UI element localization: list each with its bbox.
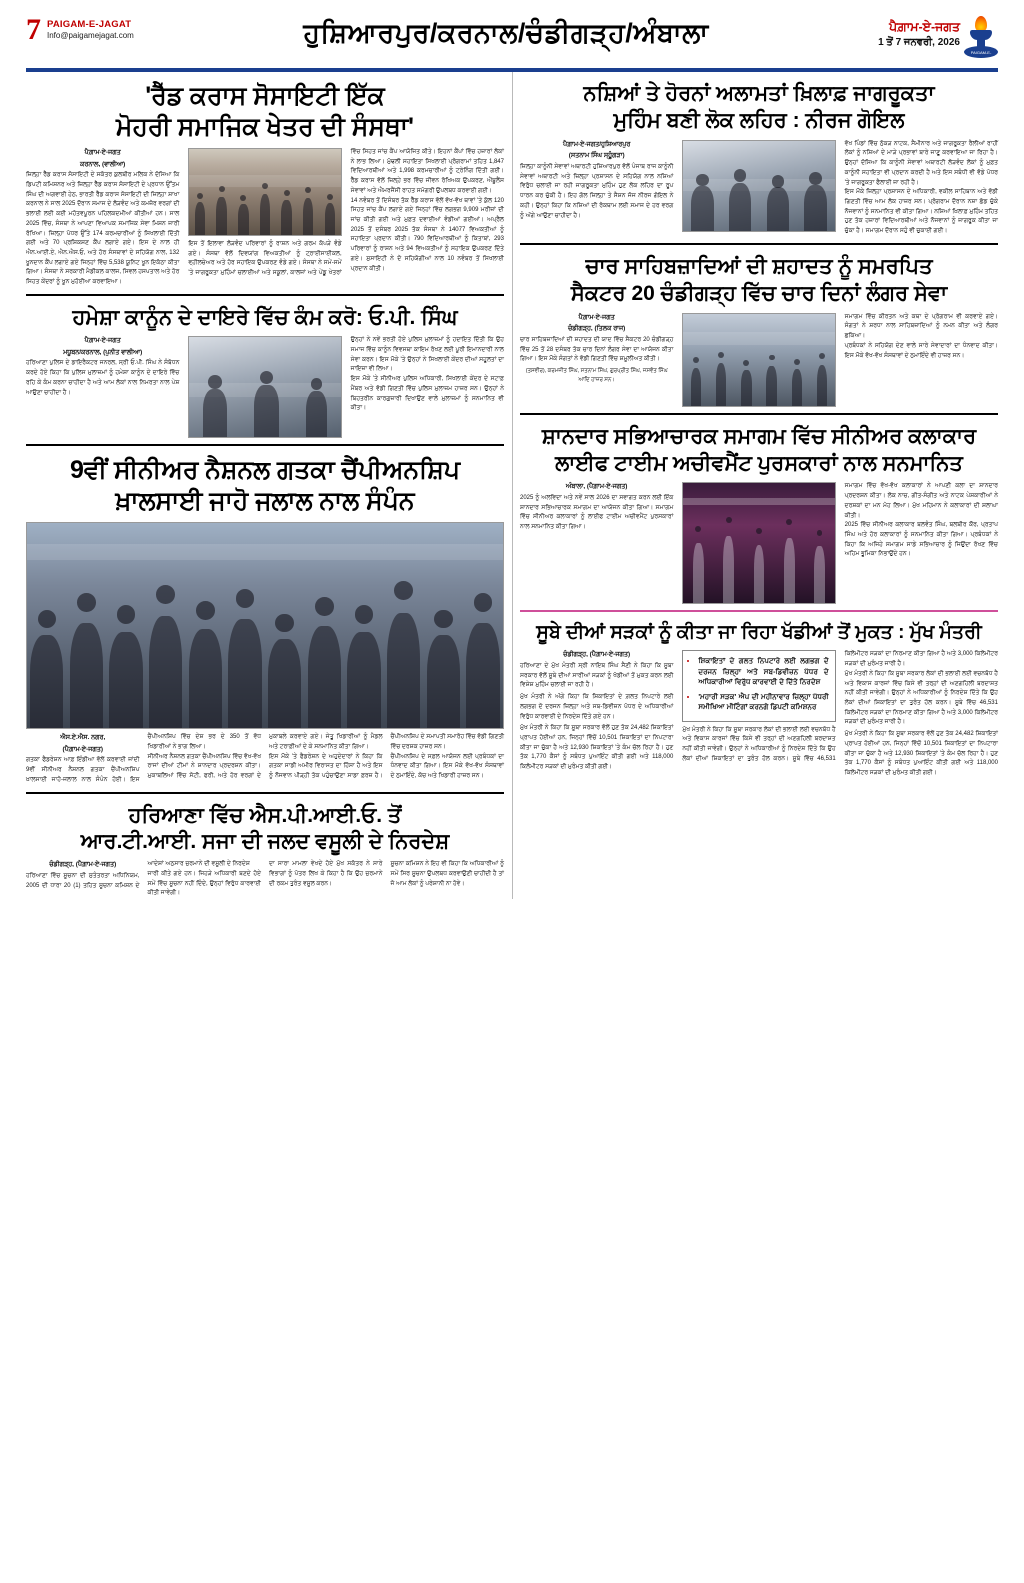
- article-roads: [520, 622, 998, 778]
- right-column: [520, 72, 998, 899]
- byline-roads: ਚੰਡੀਗੜ੍ਹ, (ਪੈਗ਼ਾਮ-ਏ-ਜਗਤ): [563, 651, 631, 659]
- brand-email: Info@paigamejagat.com: [47, 31, 134, 40]
- byline-langar-2: ਚੰਡੀਗੜ੍ਹ, (ਤਿਲਕ ਰਾਜ): [568, 325, 626, 333]
- article-text: ਪ੍ਰਬੰਧਕਾਂ ਨੇ ਸਹਿਯੋਗ ਦੇਣ ਵਾਲੇ ਸਾਰੇ ਸੇਵਾਦਾਰਾਂ ਦਾ ਧੰਨਵਾਦ ਕੀਤਾ। ਇਸ ਮੌਕੇ ਵੱਖ-ਵੱਖ ਸੰਸਥਾਵਾਂ ਦੇ ਨੁਮਾਇੰਦੇ ਵੀ ਹਾਜ਼ਰ ਸਨ।: [844, 342, 998, 359]
- article-text: ਹਰਿਆਣਾ ਦੇ ਮੁੱਖ ਮੰਤਰੀ ਸ੍ਰੀ ਨਾਇਬ ਸਿੰਘ ਸੈਣੀ ਨੇ ਕਿਹਾ ਕਿ ਸੂਬਾ ਸਰਕਾਰ ਵੱਲੋਂ ਸੂਬੇ ਦੀਆਂ ਸਾਰੀਆਂ ਸੜਕਾਂ ਨੂੰ ਖੱਡੀਆਂ ਤੋਂ ਮੁਕਤ ਕਰਨ ਲਈ ਵਿਸ਼ੇਸ਼ ਮੁਹਿੰਮ ਚਲਾਈ ਜਾ ਰਹੀ ਹੈ।: [520, 662, 674, 689]
- article-text: ਦਾ ਸਾਰਾ ਮਾਮਲਾ ਵੇਖਦੇ ਹੋਏ ਮੁੱਖ ਸਕੱਤਰ ਨੇ ਸਾਰੇ ਵਿਭਾਗਾਂ ਨੂੰ ਪੱਤਰ ਲਿਖ ਕੇ ਕਿਹਾ ਹੈ ਕਿ ਉਹ ਜੁਰਮਾਨੇ ਦੀ ਰਕਮ ਤੁਰੰਤ ਵਸੂਲ ਕਰਨ।: [269, 861, 383, 887]
- section-divider: [26, 294, 504, 296]
- article-text: ਚੈਂਪੀਅਨਸ਼ਿਪ ਦੇ ਸਫ਼ਲ ਆਯੋਜਨ ਲਈ ਪ੍ਰਬੰਧਕਾਂ ਦਾ ਧੰਨਵਾਦ ਕੀਤਾ ਗਿਆ। ਇਸ ਮੌਕੇ ਵੱਖ-ਵੱਖ ਸੰਸਥਾਵਾਂ ਦੇ ਨੁਮਾਇੰਦੇ, ਕੋਚ ਅਤੇ ਖਿਡਾਰੀ ਹਾਜ਼ਰ ਸਨ।: [390, 753, 504, 780]
- photo-langar-group: [682, 313, 835, 407]
- article-nasha: [520, 82, 998, 237]
- publication-name: ਪੈਗ਼ਾਮ-ਏ-ਜਗਤ: [889, 20, 960, 34]
- article-text: ਮੁੱਖ ਮੰਤਰੀ ਨੇ ਅੱਗੇ ਕਿਹਾ ਕਿ ਸ਼ਿਕਾਇਤਾਂ ਦੇ ਗ਼ਲਤ ਨਿਪਟਾਰੇ ਲਈ ਲਗਭਗ ਦੋ ਦਰਜਨ ਜ਼ਿਲ੍ਹਾ ਅਤੇ ਸਬ-ਡਿਵੀਜ਼ਨ ਪੱਧਰ ਦੇ ਅਧਿਕਾਰੀਆਂ ਵਿਰੁੱਧ ਕਾਰਵਾਈ ਦੇ ਨਿਰਦੇਸ਼ ਦਿੱਤੇ ਗਏ ਹਨ।: [520, 694, 674, 720]
- headline-nasha-line1: ਨਸ਼ਿਆਂ ਤੇ ਹੋਰਨਾਂ ਅਲਾਮਤਾਂ ਖ਼ਿਲਾਫ਼ ਜਾਗਰੂਕਤਾ: [583, 82, 935, 105]
- section-divider: [26, 444, 504, 446]
- article-text: 2025 ਵਿੱਚ ਸੀਨੀਅਰ ਕਲਾਕਾਰ ਬਲਵੰਤ ਸਿੰਘ, ਬਲਬੀਰ ਕੌਰ, ਪ੍ਰਤਾਪ ਸਿੰਘ ਅਤੇ ਹੋਰ ਕਲਾਕਾਰਾਂ ਨੂੰ ਸਨਮਾਨਿਤ ਕੀਤਾ ਗਿਆ। ਪ੍ਰਬੰਧਕਾਂ ਨੇ ਕਿਹਾ ਕਿ ਅਜਿਹੇ ਸਮਾਗਮ ਸਾਡੇ ਸਭਿਆਚਾਰ ਨੂੰ ਜਿਉਂਦਾ ਰੱਖਣ ਵਿੱਚ ਅਹਿਮ ਭੂਮਿਕਾ ਨਿਭਾਉਂਦੇ ਹਨ।: [844, 522, 998, 558]
- roads-bullet: • 'ਮਹਾਰੀ ਸੜਕ' ਐਪ ਦੀ ਮਹੀਨਾਵਾਰ ਜ਼ਿਲ੍ਹਾ ਪੱਧਰੀ ਸਮੀਖਿਆ ਮੀਟਿੰਗਾਂ ਕਰਨਗੇ ਡਿਪਟੀ ਕਮਿਸ਼ਨਰ: [698, 692, 828, 713]
- masthead-left: [26, 13, 134, 46]
- byline-red-cross-2: ਕਰਨਾਲ, (ਵਾਲੀਆ): [80, 160, 126, 168]
- photo-nasha-award: [682, 140, 835, 232]
- article-text: ਗਤਕਾ ਫੈਡਰੇਸ਼ਨ ਆਫ਼ ਇੰਡੀਆ ਵੱਲੋਂ ਕਰਵਾਈ ਜਾਂਦੀ 9ਵੀਂ ਸੀਨੀਅਰ ਨੈਸ਼ਨਲ ਗਤਕਾ ਚੈਂਪੀਅਨਸ਼ਿਪ ਖ਼ਾਲਸਾਈ ਜਾਹੋ-ਜਲਾਲ ਨਾਲ ਸੰਪੰਨ ਹੋਈ। ਇਸ ਚੈਂਪੀਅਨਸ਼ਿਪ ਵਿੱਚ ਦੇਸ਼ ਭਰ ਦੇ 350 ਤੋਂ ਵੱਧ ਖਿਡਾਰੀਆਂ ਨੇ ਭਾਗ ਲਿਆ।: [26, 734, 261, 783]
- masthead-right: [878, 16, 998, 60]
- logo-ribbon-text: PAIGAM-E-JAGAT: [966, 49, 996, 56]
- page-content: [0, 72, 1024, 899]
- edition-title: ਹੁਸ਼ਿਆਰਪੁਰ/ਕਰਨਾਲ/ਚੰਡੀਗੜ੍ਹ/ਅੰਬਾਲਾ: [303, 18, 709, 48]
- byline-culture: ਅੰਬਾਲਾ, (ਪੈਗ਼ਾਮ-ਏ-ਜਗਤ): [565, 483, 628, 491]
- byline-nasha-1: ਪੈਗ਼ਾਮ-ਏ-ਜਗਤ/ਹੁਸ਼ਿਆਰਪੁਰ: [563, 140, 631, 148]
- left-column: [26, 72, 504, 899]
- headline-roads: ਸੂਬੇ ਦੀਆਂ ਸੜਕਾਂ ਨੂੰ ਕੀਤਾ ਜਾ ਰਿਹਾ ਖੱਡੀਆਂ ਤੋਂ ਮੁਕਤ : ਮੁੱਖ ਮੰਤਰੀ: [536, 622, 982, 644]
- article-culture: [520, 425, 998, 605]
- article-op-singh: [26, 306, 504, 438]
- headline-gatka-line2: ਖ਼ਾਲਸਾਈ ਜਾਹੋ ਜਲਾਲ ਨਾਲ ਸੰਪੰਨ: [115, 487, 415, 516]
- section-divider: [520, 413, 998, 415]
- headline-langar-line1: ਚਾਰ ਸਾਹਿਬਜ਼ਾਦਿਆਂ ਦੀ ਸ਼ਹਾਦਤ ਨੂੰ ਸਮਰਪਿਤ: [585, 254, 933, 278]
- photo-culture-stage: [682, 482, 835, 604]
- article-text: ਮੁੱਖ ਮੰਤਰੀ ਨੇ ਕਿਹਾ ਕਿ ਸੂਬਾ ਸਰਕਾਰ ਵੱਲੋਂ ਹੁਣ ਤੱਕ 24,482 ਸ਼ਿਕਾਇਤਾਂ ਪ੍ਰਾਪਤ ਹੋਈਆਂ ਹਨ, ਜਿਨ੍ਹਾਂ ਵਿੱਚੋਂ 10,501 ਸ਼ਿਕਾਇਤਾਂ ਦਾ ਨਿਪਟਾਰਾ ਕੀਤਾ ਜਾ ਚੁੱਕਾ ਹੈ ਅਤੇ 12,930 ਸ਼ਿਕਾਇਤਾਂ 'ਤੇ ਕੰਮ ਚੱਲ ਰਿਹਾ ਹੈ। ਹੁਣ ਤੱਕ 1,770 ਕੈਸਾਂ ਨੂੰ ਸਬੰਧਤ ਪੁਆਇੰਟ ਕੀਤੀ ਗਈ ਅਤੇ 118,000 ਕਿਲੋਮੀਟਰ ਸੜਕਾਂ ਦੀ ਮੁਰੰਮਤ ਕੀਤੀ ਗਈ।: [520, 725, 674, 771]
- photo-award-ceremony: [188, 336, 341, 438]
- headline-red-cross-line1: 'ਰੈੱਡ ਕਰਾਸ ਸੋਸਾਇਟੀ ਇੱਕ: [145, 82, 385, 110]
- article-red-cross: [26, 82, 504, 288]
- accent-divider: [520, 610, 998, 612]
- article-text: ਹਰਿਆਣਾ ਵਿੱਚ ਸੂਚਨਾ ਦੀ ਸੁਤੰਤਰਤਾ ਅਧਿਨਿਯਮ, 2005 ਦੀ ਧਾਰਾ 20 (1) ਤਹਿਤ ਸੂਚਨਾ ਕਮਿਸ਼ਨ ਦੇ ਆਦੇਸ਼ਾਂ ਅਨੁਸਾਰ ਜੁਰਮਾਨੇ ਦੀ ਵਸੂਲੀ ਦੇ ਨਿਰਦੇਸ਼: [26, 861, 250, 889]
- article-text: ਇਸ ਤੋਂ ਇਲਾਵਾ ਲੋੜਵੰਦ ਪਰਿਵਾਰਾਂ ਨੂੰ ਰਾਸ਼ਨ ਅਤੇ ਗਰਮ ਕੱਪੜੇ ਵੰਡੇ ਗਏ। ਸੰਸਥਾ ਵੱਲੋਂ ਦਿਵਯਾਂਗ ਵਿਅਕਤੀਆਂ ਨੂੰ ਟ੍ਰਾਈਸਾਈਕਲ, ਵ੍ਹੀਲਚੇਅਰ ਅਤੇ ਹੋਰ ਸਹਾਇਕ ਉਪਕਰਣ ਵੰਡੇ ਗਏ। ਸੰਸਥਾ ਨੇ ਸਮੇਂ-ਸਮੇਂ 'ਤੇ ਜਾਗਰੂਕਤਾ ਮੁਹਿੰਮਾਂ ਚਲਾਈਆਂ ਅਤੇ ਸਕੂਲਾਂ, ਕਾਲਜਾਂ ਅਤੇ ਪੇਂਡੂ ਖੇਤਰਾਂ ਵਿੱਚ ਸਿਹਤ ਜਾਂਚ ਕੈਂਪ ਆਯੋਜਿਤ ਕੀਤੇ। ਇਹਨਾਂ ਕੈਂਪਾਂ ਵਿੱਚ ਹਜ਼ਾਰਾਂ ਲੋਕਾਂ ਨੇ ਲਾਭ ਲਿਆ। ਮੁੱਢਲੀ ਸਹਾਇਤਾ ਸਿਖਲਾਈ ਪ੍ਰੋਗਰਾਮਾਂ ਤਹਿਤ 1,847 ਵਿਦਿਆਰਥੀਆਂ ਅਤੇ 1,998 ਕਰਮਚਾਰੀਆਂ ਨੂੰ ਟ੍ਰੇਨਿੰਗ ਦਿੱਤੀ ਗਈ। ਰੈੱਡ ਕਰਾਸ ਵੱਲੋਂ ਜ਼ਿਲ੍ਹੇ ਭਰ ਵਿੱਚ ਜੀਵਨ ਰੱਖਿਅਕ ਉਪਕਰਣ, ਐਂਬੂਲੈਂਸ ਸੇਵਾਵਾਂ ਅਤੇ ਐਮਰਜੈਂਸੀ ਰਾਹਤ ਸਮੱਗਰੀ ਉਪਲਬਧ ਕਰਵਾਈ ਗਈ।: [188, 149, 504, 277]
- masthead: [0, 0, 1024, 62]
- article-text: ਮੁੱਖ ਮੰਤਰੀ ਨੇ ਕਿਹਾ ਕਿ ਸੂਬਾ ਸਰਕਾਰ ਲੋਕਾਂ ਦੀ ਭਲਾਈ ਲਈ ਵਚਨਬੱਧ ਹੈ ਅਤੇ ਵਿਕਾਸ ਕਾਰਜਾਂ ਵਿੱਚ ਕਿਸੇ ਵੀ ਤਰ੍ਹਾਂ ਦੀ ਅਣਗਹਿਲੀ ਬਰਦਾਸ਼ਤ ਨਹੀਂ ਕੀਤੀ ਜਾਵੇਗੀ। ਉਨ੍ਹਾਂ ਨੇ ਅਧਿਕਾਰੀਆਂ ਨੂੰ ਨਿਰਦੇਸ਼ ਦਿੱਤੇ ਕਿ ਉਹ ਲੋਕਾਂ ਦੀਆਂ ਸ਼ਿਕਾਇਤਾਂ ਦਾ ਤੁਰੰਤ ਹੱਲ ਕਰਨ। ਸੂਬੇ ਵਿੱਚ 46,531 ਕਿਲੋਮੀਟਰ ਸੜਕਾਂ ਦਾ ਨਿਰਮਾਣ ਕੀਤਾ ਗਿਆ ਹੈ ਅਤੇ 3,000 ਕਿਲੋਮੀਟਰ ਸੜਕਾਂ ਦੀ ਮੁਰੰਮਤ ਜਾਰੀ ਹੈ।: [844, 670, 998, 726]
- article-gatka: [26, 456, 504, 785]
- article-text: ਵੱਖ ਪਿੰਡਾਂ ਵਿੱਚ ਨੁੱਕੜ ਨਾਟਕ, ਸੈਮੀਨਾਰ ਅਤੇ ਜਾਗਰੂਕਤਾ ਰੈਲੀਆਂ ਰਾਹੀਂ ਲੋਕਾਂ ਨੂੰ ਨਸ਼ਿਆਂ ਦੇ ਮਾੜੇ ਪ੍ਰਭਾਵਾਂ ਬਾਰੇ ਜਾਣੂ ਕਰਵਾਇਆ ਜਾ ਰਿਹਾ ਹੈ। ਉਨ੍ਹਾਂ ਦੱਸਿਆ ਕਿ ਕਾਨੂੰਨੀ ਸੇਵਾਵਾਂ ਅਥਾਰਟੀ ਲੋੜਵੰਦ ਲੋਕਾਂ ਨੂੰ ਮੁਫ਼ਤ ਕਾਨੂੰਨੀ ਸਹਾਇਤਾ ਵੀ ਪ੍ਰਦਾਨ ਕਰਦੀ ਹੈ ਅਤੇ ਇਸ ਸਬੰਧੀ ਵੀ ਵੱਡੇ ਪੱਧਰ 'ਤੇ ਜਾਗਰੂਕਤਾ ਫੈਲਾਈ ਜਾ ਰਹੀ ਹੈ।: [844, 140, 998, 186]
- byline-gatka-1: ਐਸ.ਏ.ਐਸ. ਨਗਰ,: [60, 734, 106, 742]
- article-langar: [520, 255, 998, 407]
- article-text: ਮੁੱਖ ਮੰਤਰੀ ਨੇ ਕਿਹਾ ਕਿ ਸੂਬਾ ਸਰਕਾਰ ਵੱਲੋਂ ਹੁਣ ਤੱਕ 24,482 ਸ਼ਿਕਾਇਤਾਂ ਪ੍ਰਾਪਤ ਹੋਈਆਂ ਹਨ, ਜਿਨ੍ਹਾਂ ਵਿੱਚੋਂ 10,501 ਸ਼ਿਕਾਇਤਾਂ ਦਾ ਨਿਪਟਾਰਾ ਕੀਤਾ ਜਾ ਚੁੱਕਾ ਹੈ ਅਤੇ 12,930 ਸ਼ਿਕਾਇਤਾਂ 'ਤੇ ਕੰਮ ਚੱਲ ਰਿਹਾ ਹੈ। ਹੁਣ ਤੱਕ 1,770 ਕੈਸਾਂ ਨੂੰ ਸਬੰਧਤ ਪੁਆਇੰਟ ਕੀਤੀ ਗਈ ਅਤੇ 118,000 ਕਿਲੋਮੀਟਰ ਸੜਕਾਂ ਦੀ ਮੁਰੰਮਤ ਕੀਤੀ ਗਈ।: [844, 731, 998, 776]
- article-text: ਹਰਿਆਣਾ ਪੁਲਿਸ ਦੇ ਡਾਇਰੈਕਟਰ ਜਨਰਲ, ਸ੍ਰੀ ਓ.ਪੀ. ਸਿੰਘ ਨੇ ਸੰਬੋਧਨ ਕਰਦੇ ਹੋਏ ਕਿਹਾ ਕਿ ਪੁਲਿਸ ਮੁਲਾਜ਼ਮਾਂ ਨੂੰ ਹਮੇਸ਼ਾ ਕਾਨੂੰਨ ਦੇ ਦਾਇਰੇ ਵਿੱਚ ਰਹਿ ਕੇ ਕੰਮ ਕਰਨਾ ਚਾਹੀਦਾ ਹੈ ਅਤੇ ਆਮ ਲੋਕਾਂ ਨਾਲ ਨਿਮਰਤਾ ਨਾਲ ਪੇਸ਼ ਆਉਣਾ ਚਾਹੀਦਾ ਹੈ।: [26, 360, 180, 396]
- byline-red-cross-1: ਪੈਗ਼ਾਮ-ਏ-ਜਗਤ: [84, 149, 121, 156]
- article-text: ਜ਼ਿਲ੍ਹਾ ਕਾਨੂੰਨੀ ਸੇਵਾਵਾਂ ਅਥਾਰਟੀ ਹੁਸ਼ਿਆਰਪੁਰ ਵੱਲੋਂ ਪੰਜਾਬ ਰਾਜ ਕਾਨੂੰਨੀ ਸੇਵਾਵਾਂ ਅਥਾਰਟੀ ਅਤੇ ਜ਼ਿਲ੍ਹਾ ਪ੍ਰਸ਼ਾਸਨ ਦੇ ਸਹਿਯੋਗ ਨਾਲ ਨਸ਼ਿਆਂ ਵਿਰੁੱਧ ਚਲਾਈ ਜਾ ਰਹੀ ਜਾਗਰੂਕਤਾ ਮੁਹਿੰਮ ਹੁਣ ਲੋਕ ਲਹਿਰ ਦਾ ਰੂਪ ਧਾਰਨ ਕਰ ਚੁੱਕੀ ਹੈ। ਇਹ ਗੱਲ ਜ਼ਿਲ੍ਹਾ ਤੇ ਸੈਸ਼ਨ ਜੱਜ ਨੀਰਜ ਗੋਇਲ ਨੇ ਕਹੀ। ਉਨ੍ਹਾਂ ਕਿਹਾ ਕਿ ਨਸ਼ਿਆਂ ਦੀ ਰੋਕਥਾਮ ਲਈ ਸਮਾਜ ਦੇ ਹਰ ਵਰਗ ਨੂੰ ਅੱਗੇ ਆਉਣਾ ਚਾਹੀਦਾ ਹੈ।: [520, 163, 674, 219]
- article-text: ਸੂਚਨਾ ਕਮਿਸ਼ਨ ਨੇ ਇਹ ਵੀ ਕਿਹਾ ਕਿ ਅਧਿਕਾਰੀਆਂ ਨੂੰ ਸਮੇਂ ਸਿਰ ਸੂਚਨਾ ਉਪਲਬਧ ਕਰਵਾਉਣੀ ਚਾਹੀਦੀ ਹੈ ਤਾਂ ਜੋ ਆਮ ਲੋਕਾਂ ਨੂੰ ਪਰੇਸ਼ਾਨੀ ਨਾ ਹੋਵੇ।: [390, 861, 504, 887]
- article-text: ਇਸ ਮੌਕੇ ਜ਼ਿਲ੍ਹਾ ਪ੍ਰਸ਼ਾਸਨ ਦੇ ਅਧਿਕਾਰੀ, ਵਕੀਲ ਸਾਹਿਬਾਨ ਅਤੇ ਵੱਡੀ ਗਿਣਤੀ ਵਿੱਚ ਆਮ ਲੋਕ ਹਾਜ਼ਰ ਸਨ। ਪ੍ਰੋਗਰਾਮ ਦੌਰਾਨ ਨਸ਼ਾ ਛੱਡ ਚੁੱਕੇ ਨੌਜਵਾਨਾਂ ਨੂੰ ਸਨਮਾਨਿਤ ਵੀ ਕੀਤਾ ਗਿਆ। ਨਸ਼ਿਆਂ ਖ਼ਿਲਾਫ਼ ਮੁਹਿੰਮ ਤਹਿਤ ਹੁਣ ਤੱਕ ਹਜ਼ਾਰਾਂ ਵਿਦਿਆਰਥੀਆਂ ਅਤੇ ਨੌਜਵਾਨਾਂ ਨੂੰ ਜਾਗਰੂਕ ਕੀਤਾ ਜਾ ਚੁੱਕਾ ਹੈ। ਸਮਾਗਮ ਦੌਰਾਨ ਸਹੁੰ ਵੀ ਚੁਕਾਈ ਗਈ।: [844, 189, 998, 235]
- brand-name: PAIGAM-E-JAGAT: [47, 19, 132, 30]
- article-rti: [26, 804, 504, 900]
- article-text: ਇਸ ਮੌਕੇ 'ਤੇ ਸੀਨੀਅਰ ਪੁਲਿਸ ਅਧਿਕਾਰੀ, ਸਿਖਲਾਈ ਕੇਂਦਰ ਦੇ ਸਟਾਫ਼ ਮੈਂਬਰ ਅਤੇ ਵੱਡੀ ਗਿਣਤੀ ਵਿੱਚ ਪੁਲਿਸ ਮੁਲਾਜ਼ਮ ਹਾਜ਼ਰ ਸਨ। ਉਨ੍ਹਾਂ ਨੇ ਬਿਹਤਰੀਨ ਕਾਰਗੁਜ਼ਾਰੀ ਦਿਖਾਉਣ ਵਾਲੇ ਮੁਲਾਜ਼ਮਾਂ ਨੂੰ ਸਨਮਾਨਿਤ ਵੀ ਕੀਤਾ।: [350, 376, 504, 412]
- article-text: ਸਮਾਗਮ ਵਿੱਚ ਕੀਰਤਨ ਅਤੇ ਕਥਾ ਦੇ ਪ੍ਰੋਗਰਾਮ ਵੀ ਕਰਵਾਏ ਗਏ। ਸੰਗਤਾਂ ਨੇ ਸ਼ਰਧਾ ਨਾਲ ਸਾਹਿਬਜ਼ਾਦਿਆਂ ਨੂੰ ਨਮਨ ਕੀਤਾ ਅਤੇ ਲੰਗਰ ਛਕਿਆ।: [844, 313, 998, 340]
- photo-gatka-team: [26, 522, 504, 729]
- roads-bullet: • ਸ਼ਿਕਾਇਤਾਂ ਦੇ ਗਲਤ ਨਿਪਟਾਰੇ ਲਈ ਲਗਭਗ ਦੋ ਦਰਜਨ ਜ਼ਿਲ੍ਹਾ ਅਤੇ ਸਬ-ਡਿਵੀਜ਼ਨ ਪੱਧਰ ਦੇ ਅਧਿਕਾਰੀਆਂ ਵਿਰੁੱਧ ਕਾਰਵਾਈ ਦੇ ਦਿੱਤੇ ਨਿਰਦੇਸ਼: [698, 656, 828, 687]
- headline-rti-line2: ਆਰ.ਟੀ.ਆਈ. ਸਜਾ ਦੀ ਜਲਦ ਵਸੂਲੀ ਦੇ ਨਿਰਦੇਸ਼: [80, 829, 450, 853]
- article-text: ਸਮਾਗਮ ਵਿੱਚ ਵੱਖ-ਵੱਖ ਕਲਾਕਾਰਾਂ ਨੇ ਆਪਣੀ ਕਲਾ ਦਾ ਸ਼ਾਨਦਾਰ ਪ੍ਰਦਰਸ਼ਨ ਕੀਤਾ। ਲੋਕ ਨਾਚ, ਗੀਤ-ਸੰਗੀਤ ਅਤੇ ਨਾਟਕ ਪੇਸ਼ਕਾਰੀਆਂ ਨੇ ਦਰਸ਼ਕਾਂ ਦਾ ਮਨ ਮੋਹ ਲਿਆ। ਮੁੱਖ ਮਹਿਮਾਨ ਨੇ ਕਲਾਕਾਰਾਂ ਦੀ ਸ਼ਲਾਘਾ ਕੀਤੀ।: [844, 483, 998, 519]
- headline-langar-line2: ਸੈਕਟਰ 20 ਚੰਡੀਗੜ੍ਹ ਵਿੱਚ ਚਾਰ ਦਿਨਾਂ ਲੰਗਰ ਸੇਵਾ: [570, 282, 948, 306]
- headline-gatka-line1: 9ਵੀਂ ਸੀਨੀਅਰ ਨੈਸ਼ਨਲ ਗਤਕਾ ਚੈਂਪੀਅਨਸ਼ਿਪ: [69, 456, 461, 485]
- publication-date: 1 ਤੋਂ 7 ਜਨਵਰੀ, 2026: [878, 37, 960, 48]
- byline-nasha-2: (ਸਤਨਾਮ ਸਿੰਘ ਸ੍ਹੂੰਗੜਾ): [568, 152, 625, 160]
- article-text: ਸੀਨੀਅਰ ਨੈਸ਼ਨਲ ਗਤਕਾ ਚੈਂਪੀਅਨਸ਼ਿਪ ਵਿੱਚ ਵੱਖ-ਵੱਖ ਰਾਜਾਂ ਦੀਆਂ ਟੀਮਾਂ ਨੇ ਸ਼ਾਨਦਾਰ ਪ੍ਰਦਰਸ਼ਨ ਕੀਤਾ। ਮੁਕਾਬਲਿਆਂ ਵਿੱਚ ਸੋਟੀ, ਫਰੀ, ਅਤੇ ਹੋਰ ਵਰਗਾਂ ਦੇ ਮੁਕਾਬਲੇ ਕਰਵਾਏ ਗਏ। ਜੇਤੂ ਖਿਡਾਰੀਆਂ ਨੂੰ ਮੈਡਲ ਅਤੇ ਟਰਾਫ਼ੀਆਂ ਦੇ ਕੇ ਸਨਮਾਨਿਤ ਕੀਤਾ ਗਿਆ।: [147, 734, 383, 780]
- center-divider: [504, 72, 520, 899]
- torch-logo-icon: [964, 16, 998, 60]
- headline-op-singh: ਹਮੇਸ਼ਾ ਕਾਨੂੰਨ ਦੇ ਦਾਇਰੇ ਵਿੱਚ ਕੰਮ ਕਰੋ: ਓ.ਪੀ. ਸਿੰਘ: [72, 305, 458, 329]
- page-number: 7: [26, 13, 41, 46]
- article-text: 2025 ਨੂੰ ਅਲਵਿਦਾ ਅਤੇ ਨਵੇਂ ਸਾਲ 2026 ਦਾ ਸਵਾਗਤ ਕਰਨ ਲਈ ਇੱਕ ਸ਼ਾਨਦਾਰ ਸਭਿਆਚਾਰਕ ਸਮਾਗਮ ਦਾ ਆਯੋਜਨ ਕੀਤਾ ਗਿਆ। ਸਮਾਗਮ ਵਿੱਚ ਸੀਨੀਅਰ ਕਲਾਕਾਰਾਂ ਨੂੰ ਲਾਈਫ ਟਾਈਮ ਅਚੀਵਮੈਂਟ ਪੁਰਸਕਾਰਾਂ ਨਾਲ ਸਨਮਾਨਿਤ ਕੀਤਾ ਗਿਆ।: [520, 494, 674, 531]
- headline-red-cross-line2: ਮੋਹਰੀ ਸਮਾਜਿਕ ਖੇਤਰ ਦੀ ਸੰਸਥਾ': [116, 113, 414, 141]
- article-text: ਜ਼ਿਲ੍ਹਾ ਰੈੱਡ ਕਰਾਸ ਸੋਸਾਇਟੀ ਦੇ ਸਕੱਤਰ ਕੁਲਬੀਰ ਮਲਿਕ ਨੇ ਦੱਸਿਆ ਕਿ ਡਿਪਟੀ ਕਮਿਸ਼ਨਰ ਅਤੇ ਜ਼ਿਲ੍ਹਾ ਰੈੱਡ ਕਰਾਸ ਸੋਸਾਇਟੀ ਦੇ ਪ੍ਰਧਾਨ ਉੱਤਮ ਸਿੰਘ ਦੀ ਅਗਵਾਈ ਹੇਠ, ਭਾਰਤੀ ਰੈੱਡ ਕਰਾਸ ਸੋਸਾਇਟੀ ਦੀ ਜ਼ਿਲ੍ਹਾ ਸ਼ਾਖਾ ਕਰਨਾਲ ਨੇ ਸਾਲ 2025 ਦੌਰਾਨ ਸਮਾਜ ਦੇ ਲੋੜਵੰਦ ਅਤੇ ਕਮਜ਼ੋਰ ਵਰਗਾਂ ਦੀ ਭਲਾਈ ਲਈ ਕਈ ਮਹੱਤਵਪੂਰਨ ਪਹਿਲਕਦਮੀਆਂ ਕੀਤੀਆਂ ਹਨ। ਸਾਲ 2025 ਵਿੱਚ, ਸੰਸਥਾ ਨੇ ਆਪਣਾ ਵਿਆਪਕ ਸਮਾਜਿਕ ਸੇਵਾ ਮਿਸ਼ਨ ਜਾਰੀ ਰੱਖਿਆ। ਜ਼ਿਲ੍ਹਾ ਪੱਧਰ ਉੱਤੇ 174 ਕਰਮਚਾਰੀਆਂ ਨੂੰ ਸਿਖਲਾਈ ਦਿੱਤੀ ਗਈ ਅਤੇ 70 ਪ੍ਰਸ਼ਿਕਸ਼ਣ ਕੈਂਪ ਲਗਾਏ ਗਏ। ਇਸ ਦੇ ਨਾਲ ਹੀ ਐਨ.ਆਈ.ਏ, ਐਨ.ਐਸ.ਓ, ਅਤੇ ਹੋਰ ਸੰਸਥਾਵਾਂ ਦੇ ਸਹਿਯੋਗ ਨਾਲ, 132 ਖੂਨਦਾਨ ਕੈਂਪ ਲਗਾਏ ਗਏ ਜਿਨ੍ਹਾਂ ਵਿੱਚ 5,538 ਯੂਨਿਟ ਖੂਨ ਇਕੱਠਾ ਕੀਤਾ ਗਿਆ। ਸੰਸਥਾ ਨੇ ਸਰਕਾਰੀ ਮੈਡੀਕਲ ਕਾਲਜ, ਸਿਵਲ ਹਸਪਤਾਲ ਅਤੇ ਹੋਰ ਸਿਹਤ ਕੇਂਦਰਾਂ ਨੂੰ ਖੂਨ ਮੁਹੱਈਆ ਕਰਵਾਇਆ।: [26, 172, 180, 286]
- headline-culture-line1: ਸ਼ਾਨਦਾਰ ਸਭਿਆਚਾਰਕ ਸਮਾਗਮ ਵਿੱਚ ਸੀਨੀਅਰ ਕਲਾਕਾਰ: [541, 424, 977, 448]
- headline-rti-line1: ਹਰਿਆਣਾ ਵਿੱਚ ਐਸ.ਪੀ.ਆਈ.ਓ. ਤੋਂ: [128, 803, 402, 827]
- byline-op-singh-2: ਮਧੂਬਨ/ਕਰਨਾਲ, (ਪੁਨੀਤ ਵਾਲੀਆ): [63, 348, 143, 356]
- article-text: ਇਸ ਮੌਕੇ 'ਤੇ ਫੈਡਰੇਸ਼ਨ ਦੇ ਅਹੁਦੇਦਾਰਾਂ ਨੇ ਕਿਹਾ ਕਿ ਗਤਕਾ ਸਾਡੀ ਅਮੀਰ ਵਿਰਾਸਤ ਦਾ ਹਿੱਸਾ ਹੈ ਅਤੇ ਇਸ ਨੂੰ ਨੌਜਵਾਨ ਪੀੜ੍ਹੀ ਤੱਕ ਪਹੁੰਚਾਉਣਾ ਸਾਡਾ ਫ਼ਰਜ਼ ਹੈ। ਚੈਂਪੀਅਨਸ਼ਿਪ ਦੇ ਸਮਾਪਤੀ ਸਮਾਰੋਹ ਵਿੱਚ ਵੱਡੀ ਗਿਣਤੀ ਵਿੱਚ ਦਰਸ਼ਕ ਹਾਜ਼ਰ ਸਨ।: [269, 734, 504, 780]
- article-text: ਚਾਰ ਸਾਹਿਬਜ਼ਾਦਿਆਂ ਦੀ ਸ਼ਹਾਦਤ ਦੀ ਯਾਦ ਵਿੱਚ ਸੈਕਟਰ 20 ਚੰਡੀਗੜ੍ਹ ਵਿੱਚ 25 ਤੋਂ 28 ਦਸੰਬਰ ਤੱਕ ਚਾਰ ਦਿਨਾਂ ਲੰਗਰ ਸੇਵਾ ਦਾ ਆਯੋਜਨ ਕੀਤਾ ਗਿਆ। ਇਸ ਮੌਕੇ ਸੰਗਤਾਂ ਨੇ ਵੱਡੀ ਗਿਣਤੀ ਵਿੱਚ ਸ਼ਮੂਲੀਅਤ ਕੀਤੀ।: [520, 336, 674, 363]
- article-text: ਮੁੱਖ ਮੰਤਰੀ ਨੇ ਕਿਹਾ ਕਿ ਸੂਬਾ ਸਰਕਾਰ ਲੋਕਾਂ ਦੀ ਭਲਾਈ ਲਈ ਵਚਨਬੱਧ ਹੈ ਅਤੇ ਵਿਕਾਸ ਕਾਰਜਾਂ ਵਿੱਚ ਕਿਸੇ ਵੀ ਤਰ੍ਹਾਂ ਦੀ ਅਣਗਹਿਲੀ ਬਰਦਾਸ਼ਤ ਨਹੀਂ ਕੀਤੀ ਜਾਵੇਗੀ। ਉਨ੍ਹਾਂ ਨੇ ਅਧਿਕਾਰੀਆਂ ਨੂੰ ਨਿਰਦੇਸ਼ ਦਿੱਤੇ ਕਿ ਉਹ ਲੋਕਾਂ ਦੀਆਂ ਸ਼ਿਕਾਇਤਾਂ ਦਾ ਤੁਰੰਤ ਹੱਲ ਕਰਨ। ਸੂਬੇ ਵਿੱਚ 46,531 ਕਿਲੋਮੀਟਰ ਸੜਕਾਂ ਦਾ ਨਿਰਮਾਣ ਕੀਤਾ ਗਿਆ ਹੈ ਅਤੇ 3,000 ਕਿਲੋਮੀਟਰ ਸੜਕਾਂ ਦੀ ਮੁਰੰਮਤ ਜਾਰੀ ਹੈ।: [682, 651, 998, 762]
- headline-nasha-line2: ਮੁਹਿੰਮ ਬਣੀ ਲੋਕ ਲਹਿਰ : ਨੀਰਜ ਗੋਇਲ: [613, 109, 905, 133]
- section-divider: [520, 243, 998, 245]
- masthead-brand: [47, 16, 134, 40]
- roads-highlight-box: [682, 650, 835, 721]
- byline-gatka-2: (ਪੈਗ਼ਾਮ-ਏ-ਜਗਤ): [62, 745, 103, 753]
- article-text: ਉਨ੍ਹਾਂ ਨੇ ਨਵੇਂ ਭਰਤੀ ਹੋਏ ਪੁਲਿਸ ਮੁਲਾਜ਼ਮਾਂ ਨੂੰ ਹਦਾਇਤ ਦਿੱਤੀ ਕਿ ਉਹ ਸਮਾਜ ਵਿੱਚ ਕਾਨੂੰਨ ਵਿਵਸਥਾ ਕਾਇਮ ਰੱਖਣ ਲਈ ਪੂਰੀ ਇਮਾਨਦਾਰੀ ਨਾਲ ਸੇਵਾ ਕਰਨ। ਇਸ ਮੌਕੇ 'ਤੇ ਉਨ੍ਹਾਂ ਨੇ ਸਿਖਲਾਈ ਕੇਂਦਰ ਦੀਆਂ ਸਹੂਲਤਾਂ ਦਾ ਜਾਇਜ਼ਾ ਵੀ ਲਿਆ।: [350, 337, 504, 373]
- photo-caption-langar: (ਤਸਵੀਰ), ਕਰਮਜੀਤ ਸਿੰਘ, ਸਤਨਾਮ ਸਿੰਘ, ਗੁਰਪ੍ਰੀਤ ਸਿੰਘ, ਜਸਵੰਤ ਸਿੰਘ ਆਦਿ ਹਾਜ਼ਰ ਸਨ।: [525, 368, 668, 383]
- article-text: 14 ਨਵੰਬਰ ਤੋਂ ਦਿਸੰਬਰ ਤੱਕ ਰੈੱਡ ਕਰਾਸ ਵੱਲੋਂ ਵੱਖ-ਵੱਖ ਥਾਵਾਂ 'ਤੇ ਕੁੱਲ 120 ਸਿਹਤ ਜਾਂਚ ਕੈਂਪ ਲਗਾਏ ਗਏ ਜਿਨ੍ਹਾਂ ਵਿੱਚ ਲਗਭਗ 9,909 ਮਰੀਜ਼ਾਂ ਦੀ ਜਾਂਚ ਕੀਤੀ ਗਈ ਅਤੇ ਮੁਫ਼ਤ ਦਵਾਈਆਂ ਵੰਡੀਆਂ ਗਈਆਂ। ਅਪ੍ਰੈਲ 2025 ਤੋਂ ਦਸੰਬਰ 2025 ਤੱਕ ਸੰਸਥਾ ਨੇ 14077 ਵਿਅਕਤੀਆਂ ਨੂੰ ਸਹਾਇਤਾ ਪ੍ਰਦਾਨ ਕੀਤੀ। 790 ਵਿਦਿਆਰਥੀਆਂ ਨੂੰ ਕਿਤਾਬਾਂ, 293 ਪਰਿਵਾਰਾਂ ਨੂੰ ਰਾਸ਼ਨ ਅਤੇ 94 ਵਿਅਕਤੀਆਂ ਨੂੰ ਸਹਾਇਕ ਉਪਕਰਣ ਦਿੱਤੇ ਗਏ। ਸੁਸਾਇਟੀ ਨੇ ਦੋ ਸਹਿਯੋਗੀਆਂ ਨਾਲ 10 ਨਵੰਬਰ ਤੋਂ ਸਿਖਲਾਈ ਪ੍ਰਦਾਨ ਕੀਤੀ।: [350, 197, 504, 272]
- section-divider: [26, 792, 504, 794]
- byline-langar-1: ਪੈਗ਼ਾਮ-ਏ-ਜਗਤ: [578, 313, 615, 321]
- article-text: ਜਾਰੀ ਕੀਤੇ ਗਏ ਹਨ। ਜਿਹੜੇ ਅਧਿਕਾਰੀ ਬਣਦੇ ਹੋਏ ਸਮੇਂ ਵਿੱਚ ਸੂਚਨਾ ਨਹੀਂ ਦਿੰਦੇ, ਉਨ੍ਹਾਂ ਵਿਰੁੱਧ ਕਾਰਵਾਈ ਕੀਤੀ ਜਾਵੇਗੀ।: [147, 871, 261, 897]
- byline-op-singh-1: ਪੈਗ਼ਾਮ-ਏ-ਜਗਤ: [84, 337, 121, 345]
- headline-culture-line2: ਲਾਈਫ ਟਾਈਮ ਅਚੀਵਮੈਂਟ ਪੁਰਸਕਾਰਾਂ ਨਾਲ ਸਨਮਾਨਿਤ: [555, 451, 963, 475]
- photo-red-cross-event: [188, 148, 341, 236]
- byline-rti: ਚੰਡੀਗੜ੍ਹ, (ਪੈਗ਼ਾਮ-ਏ-ਜਗਤ): [49, 861, 117, 869]
